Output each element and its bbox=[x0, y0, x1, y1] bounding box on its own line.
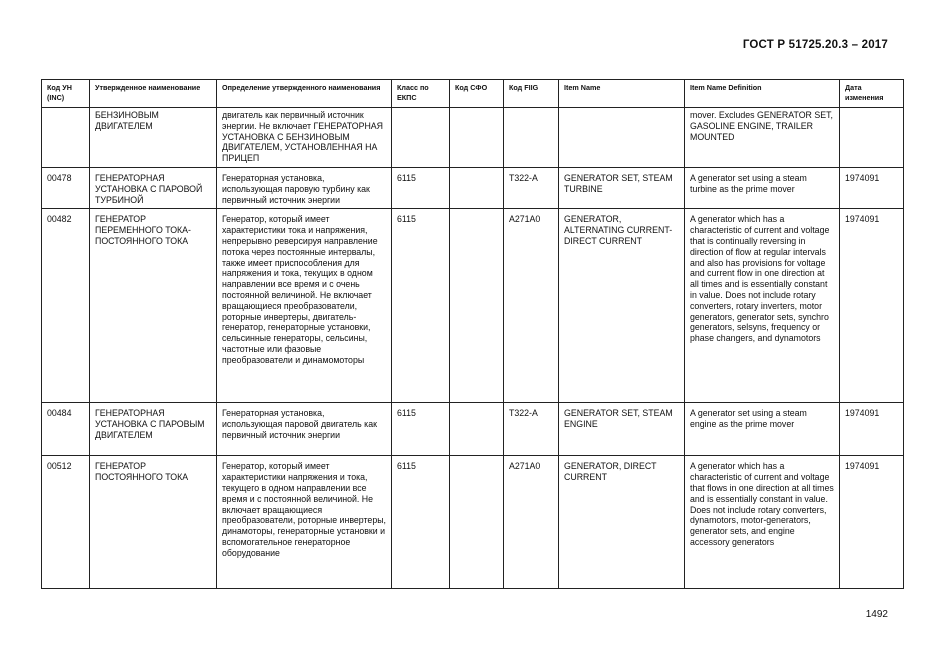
page-number: 1492 bbox=[865, 609, 888, 620]
cell-inc: 00482 bbox=[42, 209, 90, 403]
cell-item-def: mover. Excludes GENERATOR SET, GASOLINE ENGINE, TRAILER MOUNTED bbox=[685, 108, 840, 168]
cell-item-def: A generator which has a characteristic of current and voltage that flows in one direction at all times and is essentially constant in value. Does not include rotary converters, dynamotors, motor-generators, generator sets, and engine accessory generators bbox=[685, 456, 840, 589]
cell-item-name: GENERATOR SET, STEAM ENGINE bbox=[559, 403, 685, 456]
cell-item-name: GENERATOR, DIRECT CURRENT bbox=[559, 456, 685, 589]
cell-item-name bbox=[559, 108, 685, 168]
cell-class: 6115 bbox=[392, 209, 450, 403]
col-header-inc: Код УН (INC) bbox=[42, 80, 90, 108]
cell-class bbox=[392, 108, 450, 168]
cell-definition: Генератор, который имеет характеристики напряжения и тока, текущего в одном направлении все время и с постоянной величиной. Не включает вращающиеся преобразователи, роторные инвертеры, динамоторы, генераторные установки и вспомогательное генераторное оборудование bbox=[217, 456, 392, 589]
cell-name: ГЕНЕРАТОРНАЯ УСТАНОВКА С ПАРОВОЙ ТУРБИНОЙ bbox=[90, 167, 217, 208]
cell-name: БЕНЗИНОВЫМ ДВИГАТЕЛЕМ bbox=[90, 108, 217, 168]
cell-date: 1974091 bbox=[840, 456, 904, 589]
items-table bbox=[41, 79, 904, 589]
cell-fiig: T322-A bbox=[504, 167, 559, 208]
cell-fiig: A271A0 bbox=[504, 209, 559, 403]
cell-sfo bbox=[450, 403, 504, 456]
cell-inc: 00478 bbox=[42, 167, 90, 208]
table-row bbox=[42, 403, 904, 456]
cell-inc: 00484 bbox=[42, 403, 90, 456]
cell-item-def: A generator set using a steam engine as the prime mover bbox=[685, 403, 840, 456]
cell-date: 1974091 bbox=[840, 167, 904, 208]
cell-sfo bbox=[450, 167, 504, 208]
cell-definition: Генераторная установка, использующая паровой двигатель как первичный источник энергии bbox=[217, 403, 392, 456]
col-header-item-name: Item Name bbox=[559, 80, 685, 108]
cell-definition: двигатель как первичный источник энергии. Не включает ГЕНЕРАТОРНАЯ УСТАНОВКА С БЕНЗИНОВЫМ ДВИГАТЕЛЕМ, УСТАНОВЛЕННАЯ НА ПРИЦЕП bbox=[217, 108, 392, 168]
cell-sfo bbox=[450, 209, 504, 403]
cell-definition: Генератор, который имеет характеристики тока и напряжения, непрерывно реверсируя направление потока через постоянные интервалы, также имеет приспособления для напряжения и тока, текущих в одном направлении все время и с очень постоянной величиной. Не включает вращающиеся преобразователи, роторные инвертеры, двигатель-генератор, генераторные установки, сельсинные генераторы, сельсины, частотные или фазовые преобразователи и динамомоторы bbox=[217, 209, 392, 403]
cell-inc: 00512 bbox=[42, 456, 90, 589]
cell-definition: Генераторная установка, использующая паровую турбину как первичный источник энергии bbox=[217, 167, 392, 208]
cell-item-def: A generator which has a characteristic of current and voltage that is continually reversing in direction of flow at regular intervals and also has provisions for voltage and current flow in one direction at all times and is essentially constant in value. Does not include rotary converters, rotary inverters, motor generators, generator sets, synchro generators, selsyns, frequency or phase changers, and dynamotors bbox=[685, 209, 840, 403]
cell-date bbox=[840, 108, 904, 168]
cell-inc bbox=[42, 108, 90, 168]
cell-sfo bbox=[450, 456, 504, 589]
cell-item-name: GENERATOR SET, STEAM TURBINE bbox=[559, 167, 685, 208]
cell-name: ГЕНЕРАТОРНАЯ УСТАНОВКА С ПАРОВЫМ ДВИГАТЕЛЕМ bbox=[90, 403, 217, 456]
cell-item-def: A generator set using a steam turbine as the prime mover bbox=[685, 167, 840, 208]
col-header-fiig: Код FIIG bbox=[504, 80, 559, 108]
cell-date: 1974091 bbox=[840, 403, 904, 456]
table-row bbox=[42, 167, 904, 208]
col-header-definition: Определение утвержденного наименования bbox=[217, 80, 392, 108]
cell-date: 1974091 bbox=[840, 209, 904, 403]
cell-class: 6115 bbox=[392, 167, 450, 208]
table-row bbox=[42, 108, 904, 168]
document-id: ГОСТ Р 51725.20.3 – 2017 bbox=[742, 39, 888, 51]
col-header-sfo: Код СФО bbox=[450, 80, 504, 108]
cell-fiig bbox=[504, 108, 559, 168]
col-header-item-def: Item Name Definition bbox=[685, 80, 840, 108]
col-header-name: Утвержденное наименование bbox=[90, 80, 217, 108]
cell-name: ГЕНЕРАТОР ПОСТОЯННОГО ТОКА bbox=[90, 456, 217, 589]
cell-item-name: GENERATOR, ALTERNATING CURRENT-DIRECT CURRENT bbox=[559, 209, 685, 403]
table-row bbox=[42, 456, 904, 589]
cell-class: 6115 bbox=[392, 403, 450, 456]
table-header-row bbox=[42, 80, 904, 108]
cell-fiig: T322-A bbox=[504, 403, 559, 456]
cell-sfo bbox=[450, 108, 504, 168]
cell-class: 6115 bbox=[392, 456, 450, 589]
cell-name: ГЕНЕРАТОР ПЕРЕМЕННОГО ТОКА-ПОСТОЯННОГО ТОКА bbox=[90, 209, 217, 403]
col-header-date: Дата изменения bbox=[840, 80, 904, 108]
col-header-class: Класс по ЕКПС bbox=[392, 80, 450, 108]
table-row bbox=[42, 209, 904, 403]
cell-fiig: A271A0 bbox=[504, 456, 559, 589]
